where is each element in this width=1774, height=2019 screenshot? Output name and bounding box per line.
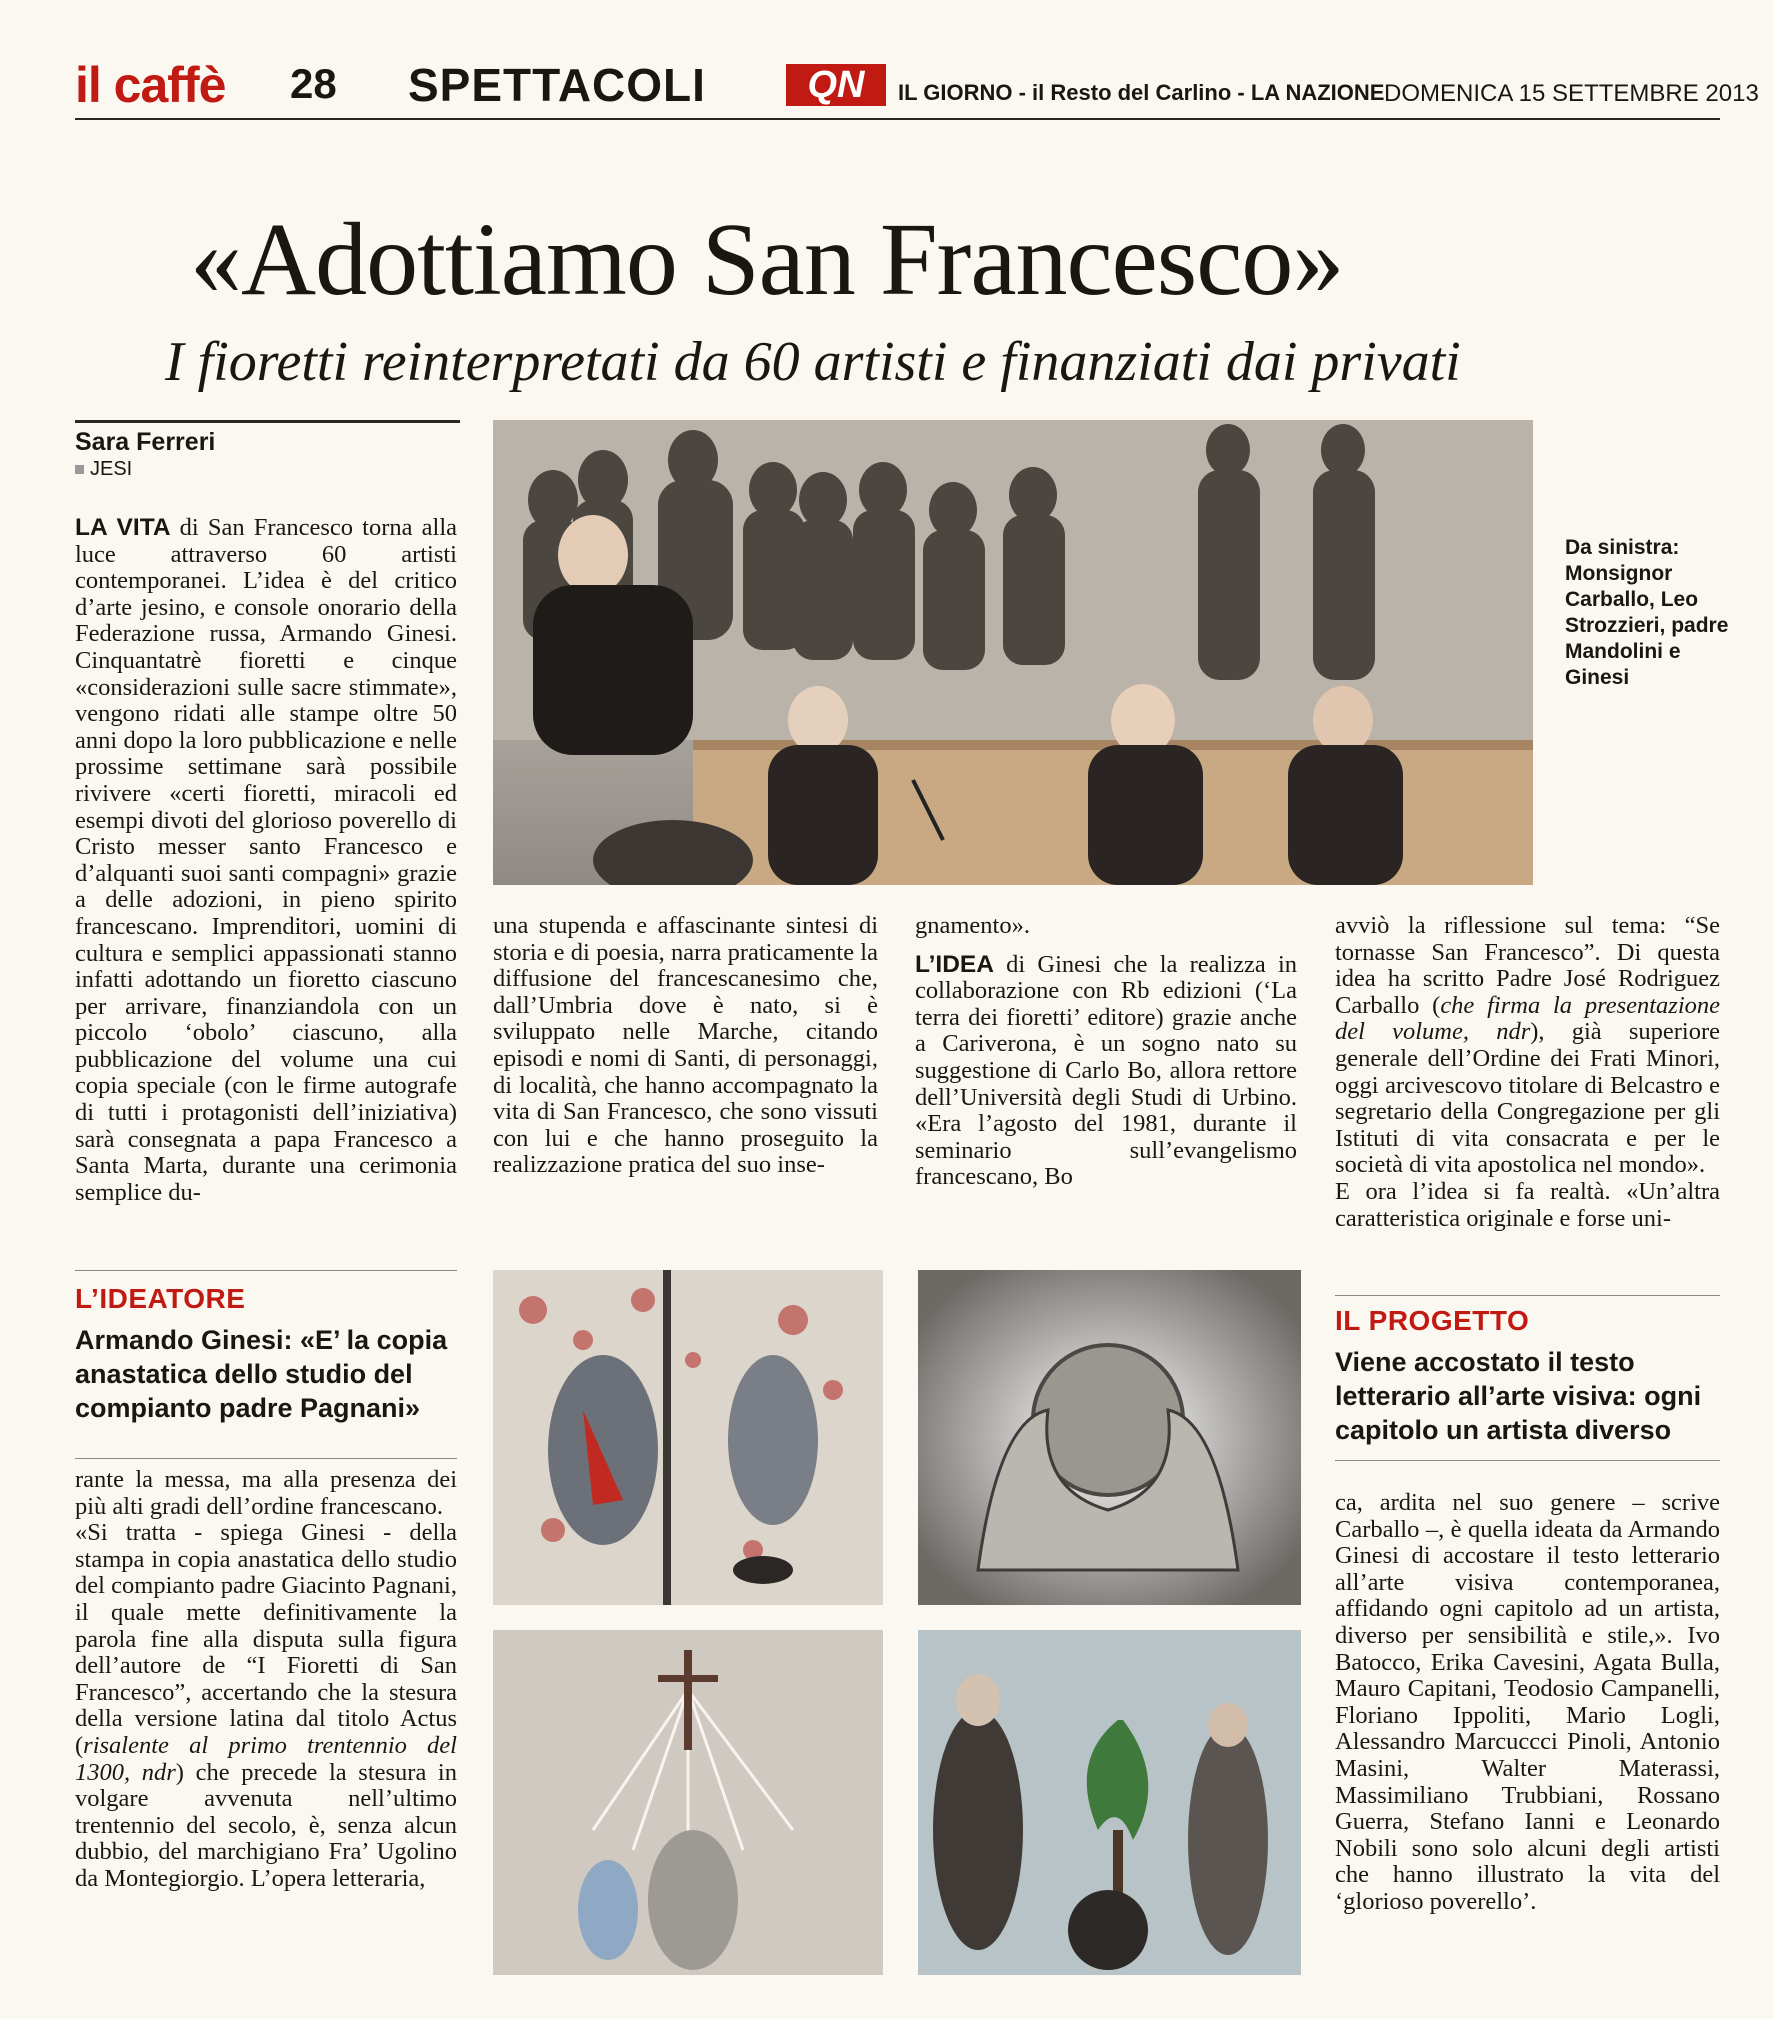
column-4-continued — [1335, 1490, 1720, 1916]
body-text: ), già superiore generale dell’Ordine dei Frati Minori, oggi arcivescovo titolare di Belcastro e segretario della Congregazione per gli Istituti di vita consacrata e per le società di vita apostolica nel mondo». — [1335, 1018, 1720, 1179]
brand-logo: il caffè — [75, 57, 226, 113]
newspaper-names: IL GIORNO - il Resto del Carlino - LA NAZIONE — [898, 80, 1385, 105]
body-text: di San Francesco torna alla luce attraverso 60 artisti contemporanei. L’idea è del critico d’arte jesino, e console onorario della Federazione russa, Armando Ginesi. Cinquantatrè fioretti e cinque «considerazioni sulle sacre stimmate», vengono ridati alle stampe oltre 50 anni dopo la loro pubblicazione e nelle prossime settimane sarà possibile rivivere «certi fioretti, miracoli ed esempi divoti del glorioso poverello di Cristo messer santo Francesco e d’alquanti suoi santi compagni» grazie a delle adozioni, in pieno spirito francescano. Imprenditori, uomini di cultura e semplici appassionati stanno infatti adottando un fioretto ciascuno per arrivare, finanziandola con un piccolo ‘obolo’ ciascuno, alla pubblicazione del volume una cui copia speciale (con le firme autografe di tutti i protagonisti dell’iniziativa) sarà consegnata a papa Francesco a Santa Marta, durante una cerimonia semplice du- — [75, 514, 457, 1206]
paragraph — [75, 515, 457, 1206]
artwork-crucifix — [493, 1630, 883, 1975]
column-2 — [493, 913, 878, 1179]
lead-in: LA VITA — [75, 514, 171, 541]
lead-in: L’IDEA — [915, 950, 994, 978]
body-text: rante la messa, ma alla presenza dei più alti gradi dell’ordine francescano. — [75, 1466, 457, 1520]
ideatore-kicker: L’IDEATORE — [75, 1283, 246, 1314]
author: Sara Ferreri — [75, 428, 216, 456]
body-text: «Si tratta - spiega Ginesi - della stampa in copia anastatica dello studio del compianto padre Giacinto Pagnani, il quale mette definitivamente la parola fine alla disputa sulla figura dell’autore de “I Fioretti di San Francesco”, accertando che la stesura della versione latina dal titolo Actus ( — [75, 1519, 457, 1759]
artwork-footprints — [493, 1270, 883, 1605]
section-title: SPETTACOLI — [408, 59, 706, 111]
qn-logo: QN — [786, 64, 886, 106]
friars-mural-photo — [493, 420, 1533, 885]
crucifix-artwork-image — [493, 1630, 883, 1975]
body-text: gnamento». — [915, 912, 1030, 939]
issue-date: DOMENICA 15 SETTEMBRE 2013 — [1384, 80, 1759, 107]
italic-note: che firma la presentazione del volume, ndr — [1335, 991, 1720, 1046]
column-3 — [915, 913, 1297, 1191]
dateline — [75, 458, 132, 481]
headline: «Adottiamo San Francesco» — [190, 202, 1344, 317]
tree-friars-artwork-image — [918, 1630, 1301, 1975]
ideatore-title: Armando Ginesi: «E’ la copia anastatica dello studio del compianto padre Pagnani» — [75, 1325, 448, 1423]
dateline-city: JESI — [90, 458, 133, 480]
progetto-kicker: IL PROGETTO — [1335, 1305, 1530, 1336]
box-divider — [75, 1270, 457, 1271]
column-1-continued — [75, 1467, 457, 1893]
header-divider — [75, 118, 1720, 120]
body-text: avviò la riflessione sul tema: “Se tornasse San Francesco”. Di questa idea ha scritto Padre José Rodriguez Carballo ( — [1335, 912, 1720, 1019]
main-photo — [493, 420, 1533, 885]
page-number: 28 — [290, 60, 337, 107]
body-text: ca, ardita nel suo genere – scrive Carballo –, è quella ideata da Armando Ginesi di accostare il testo letterario all’arte visiva contemporanea, affidando ogni capitolo ad un artista, diverso per sensibilità e stile,». Ivo Batocco, Erika Cavesini, Agata Bulla, Mauro Capitani, Teodosio Campanelli, Floriano Ippoliti, Mario Logli, Alessandro Marcuccci Pinoli, Antonio Masini, Walter Materassi, Massimiliano Trubbiani, Rossano Guerra, Stefano Ianni e Leonardo Nobili sono solo alcuni degli artisti che hanno illustrato la vita del ‘glorioso poverello’. — [1335, 1489, 1720, 1915]
box-divider — [1335, 1295, 1720, 1296]
body-text: di Ginesi che la realizza in collaborazione con Rb edizioni (‘La terra dei fioretti’ editore) grazie anche a Cariverona, è un sogno nato su suggestione di Carlo Bo, allora rettore dell’Università degli Studi di Urbino. «Era l’agosto del 1981, durante il seminario sull’evangelismo francescano, Bo — [915, 950, 1297, 1191]
box-divider — [75, 1458, 457, 1459]
italic-note: risalente al primo trentennio del 1300, ndr — [75, 1731, 457, 1786]
artwork-hands-globe — [918, 1270, 1301, 1605]
column-1 — [75, 515, 457, 1206]
body-text: E ora l’idea si fa realtà. «Un’altra caratteristica originale e forse uni- — [1335, 1177, 1720, 1232]
body-text: ) che precede la stesura in volgare avvenuta nell’ultimo trentennio del secolo, è, senza alcun dubbio, del marchigiano Fra’ Ugolino da Montegiorgio. L’opera letteraria, — [75, 1758, 457, 1892]
body-text: una stupenda e affascinante sintesi di storia e di poesia, narra praticamente la diffusione del francescanesimo che, dall’Umbria dove è nato, si è sviluppato nelle Marche, citando episodi e nomi di Santi, di personaggi, di località, che hanno accompagnato la vita di San Francesco, che sono vissuti con lui e che hanno proseguito la realizzazione pratica del suo inse- — [493, 912, 878, 1179]
square-bullet-icon — [75, 465, 84, 474]
artwork-tree-friars — [918, 1630, 1301, 1975]
hands-globe-artwork-image — [918, 1270, 1301, 1605]
byline-divider — [75, 420, 460, 423]
paragraph — [75, 1520, 457, 1892]
paragraph — [915, 952, 1297, 1191]
progetto-title: Viene accostato il testo letterario all’arte visiva: ogni capitolo un artista diverso — [1335, 1347, 1702, 1445]
subheadline: I fioretti reinterpretati da 60 artisti e finanziati dai privati — [165, 331, 1461, 393]
box-divider — [1335, 1460, 1720, 1461]
footprints-artwork-image — [493, 1270, 883, 1605]
photo-caption: Da sinistra: Monsignor Carballo, Leo Strozzieri, padre Mandolini e Ginesi — [1565, 536, 1729, 689]
column-4 — [1335, 913, 1720, 1232]
paragraph — [1335, 913, 1720, 1179]
